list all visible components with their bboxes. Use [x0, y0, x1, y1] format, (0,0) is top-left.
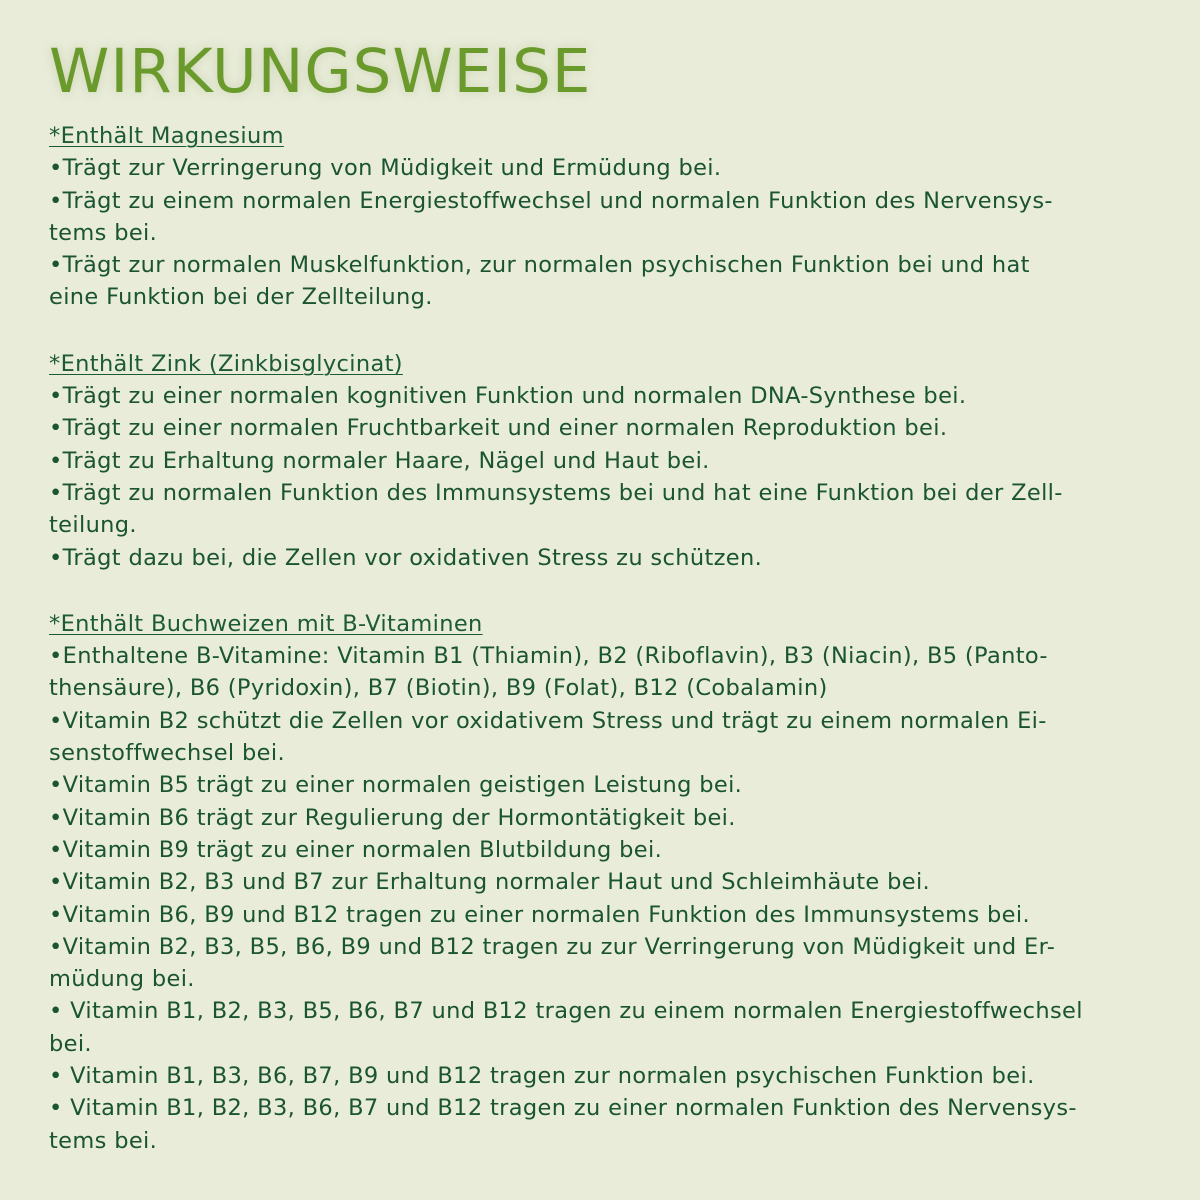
text-line: •Trägt dazu bei, die Zellen vor oxidativen Stress zu schützen. [49, 544, 763, 571]
text-line: •Vitamin B2, B3 und B7 zur Erhaltung normaler Haut und Schleimhäute bei. [49, 869, 931, 896]
section-zink [49, 348, 1159, 574]
text-line: •Trägt zur normalen Muskelfunktion, zur normalen psychischen Funktion bei und hat [49, 252, 1030, 279]
text-line: •Trägt zu Erhaltung normaler Haare, Nägel und Haut bei. [49, 447, 710, 474]
text-line: •Vitamin B9 trägt zu einer normalen Blutbildung bei. [49, 836, 663, 863]
text-line: • Vitamin B1, B3, B6, B7, B9 und B12 tragen zur normalen psychischen Funktion bei. [49, 1063, 1035, 1090]
section-buchweizen [49, 608, 1159, 1157]
text-line: müdung bei. [49, 966, 195, 993]
section-heading: *Enthält Magnesium [49, 123, 284, 149]
text-line: •Trägt zu einer normalen Fruchtbarkeit und einer normalen Reproduktion bei. [49, 415, 948, 442]
text-line: •Vitamin B6, B9 und B12 tragen zu einer normalen Funktion des Immunsystems bei. [49, 901, 1030, 928]
text-line: • Vitamin B1, B2, B3, B5, B6, B7 und B12 tragen zu einem normalen Energiestoffwechsel [49, 998, 1083, 1025]
section-heading: *Enthält Buchweizen mit B-Vitaminen [49, 610, 483, 637]
text-line: •Trägt zu einem normalen Energiestoffwechsel und normalen Funktion des Nervensys- [49, 187, 1053, 214]
text-line: •Vitamin B2 schützt die Zellen vor oxidativem Stress und trägt zu einem normalen Ei- [49, 707, 1047, 734]
text-line: teilung. [49, 512, 137, 539]
text-line: • Vitamin B1, B2, B3, B6, B7 und B12 tragen zu einer normalen Funktion des Nervensys- [49, 1095, 1077, 1122]
text-line: thensäure), B6 (Pyridoxin), B7 (Biotin), B9 (Folat), B12 (Cobalamin) [49, 675, 828, 702]
page-content [49, 30, 1159, 1157]
text-line: •Vitamin B2, B3, B5, B6, B9 und B12 tragen zu zur Verringerung von Müdigkeit und Er- [49, 933, 1056, 960]
text-line: •Trägt zu normalen Funktion des Immunsystems bei und hat eine Funktion bei der Zell- [49, 479, 1063, 506]
text-line: senstoffwechsel bei. [49, 740, 285, 767]
text-line: bei. [49, 1030, 92, 1057]
text-line: •Trägt zu einer normalen kognitiven Funktion und normalen DNA-Synthese bei. [49, 383, 967, 410]
text-line: •Vitamin B5 trägt zu einer normalen geistigen Leistung bei. [49, 772, 743, 799]
text-line: •Enthaltene B-Vitamine: Vitamin B1 (Thiamin), B2 (Riboflavin), B3 (Niacin), B5 (Panto- [49, 643, 1048, 670]
section-heading: *Enthält Zink (Zinkbisglycinat) [49, 350, 403, 377]
text-line: •Trägt zur Verringerung von Müdigkeit und Ermüdung bei. [49, 155, 722, 182]
text-line: tems bei. [49, 219, 158, 246]
section-magnesium [49, 120, 1159, 314]
text-line: eine Funktion bei der Zellteilung. [49, 284, 433, 311]
page-title: WIRKUNGSWEISE [49, 36, 592, 107]
text-line: •Vitamin B6 trägt zur Regulierung der Hormontätigkeit bei. [49, 804, 736, 831]
text-line: tems bei. [49, 1127, 158, 1154]
